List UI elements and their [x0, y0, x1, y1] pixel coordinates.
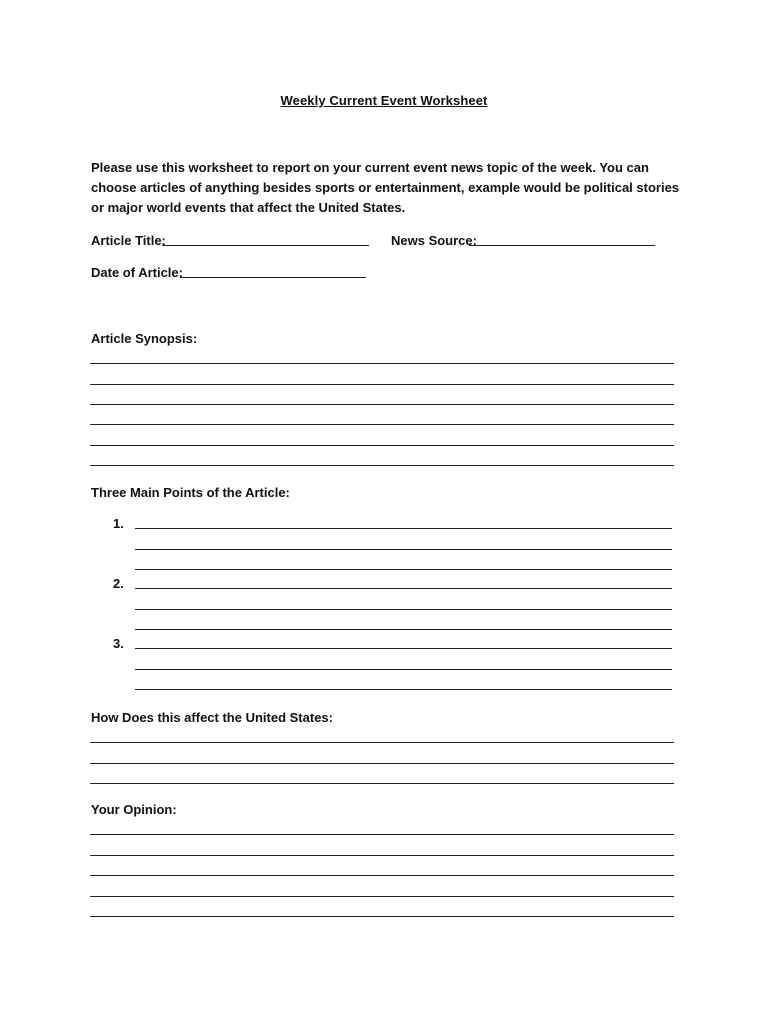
synopsis-line[interactable]	[90, 465, 674, 466]
article-title-blank[interactable]	[162, 245, 369, 246]
synopsis-line[interactable]	[90, 384, 674, 385]
synopsis-line[interactable]	[90, 363, 674, 364]
opinion-line[interactable]	[90, 875, 674, 876]
date-of-article-label: Date of Article:	[91, 265, 183, 280]
point-1-line[interactable]	[135, 549, 672, 550]
point-3-line[interactable]	[135, 669, 672, 670]
affect-line[interactable]	[90, 763, 674, 764]
opinion-label: Your Opinion:	[91, 802, 177, 817]
opinion-line[interactable]	[90, 855, 674, 856]
point-number-3: 3.	[113, 636, 124, 651]
main-points-label: Three Main Points of the Article:	[91, 485, 290, 500]
point-3-line[interactable]	[135, 689, 672, 690]
point-2-line[interactable]	[135, 588, 672, 589]
date-of-article-blank[interactable]	[180, 277, 366, 278]
point-1-line[interactable]	[135, 569, 672, 570]
worksheet-title: Weekly Current Event Worksheet	[280, 93, 488, 108]
opinion-line[interactable]	[90, 896, 674, 897]
point-2-line[interactable]	[135, 629, 672, 630]
point-2-line[interactable]	[135, 609, 672, 610]
synopsis-label: Article Synopsis:	[91, 331, 198, 346]
instructions-paragraph: Please use this worksheet to report on your current event news topic of the week. You can choose articles of anything besides sports or entertainment, example would be political stories or major world events that affect the United States.	[91, 160, 680, 215]
opinion-line[interactable]	[90, 916, 674, 917]
affect-line[interactable]	[90, 742, 674, 743]
affect-us-label: How Does this affect the United States:	[91, 710, 333, 725]
point-number-1: 1.	[113, 516, 124, 531]
point-1-line[interactable]	[135, 528, 672, 529]
news-source-blank[interactable]	[469, 245, 655, 246]
synopsis-line[interactable]	[90, 445, 674, 446]
affect-line[interactable]	[90, 783, 674, 784]
article-title-label: Article Title:	[91, 233, 166, 248]
opinion-line[interactable]	[90, 834, 674, 835]
synopsis-line[interactable]	[90, 424, 674, 425]
point-3-line[interactable]	[135, 648, 672, 649]
point-number-2: 2.	[113, 576, 124, 591]
synopsis-line[interactable]	[90, 404, 674, 405]
news-source-label: News Source:	[391, 233, 477, 248]
